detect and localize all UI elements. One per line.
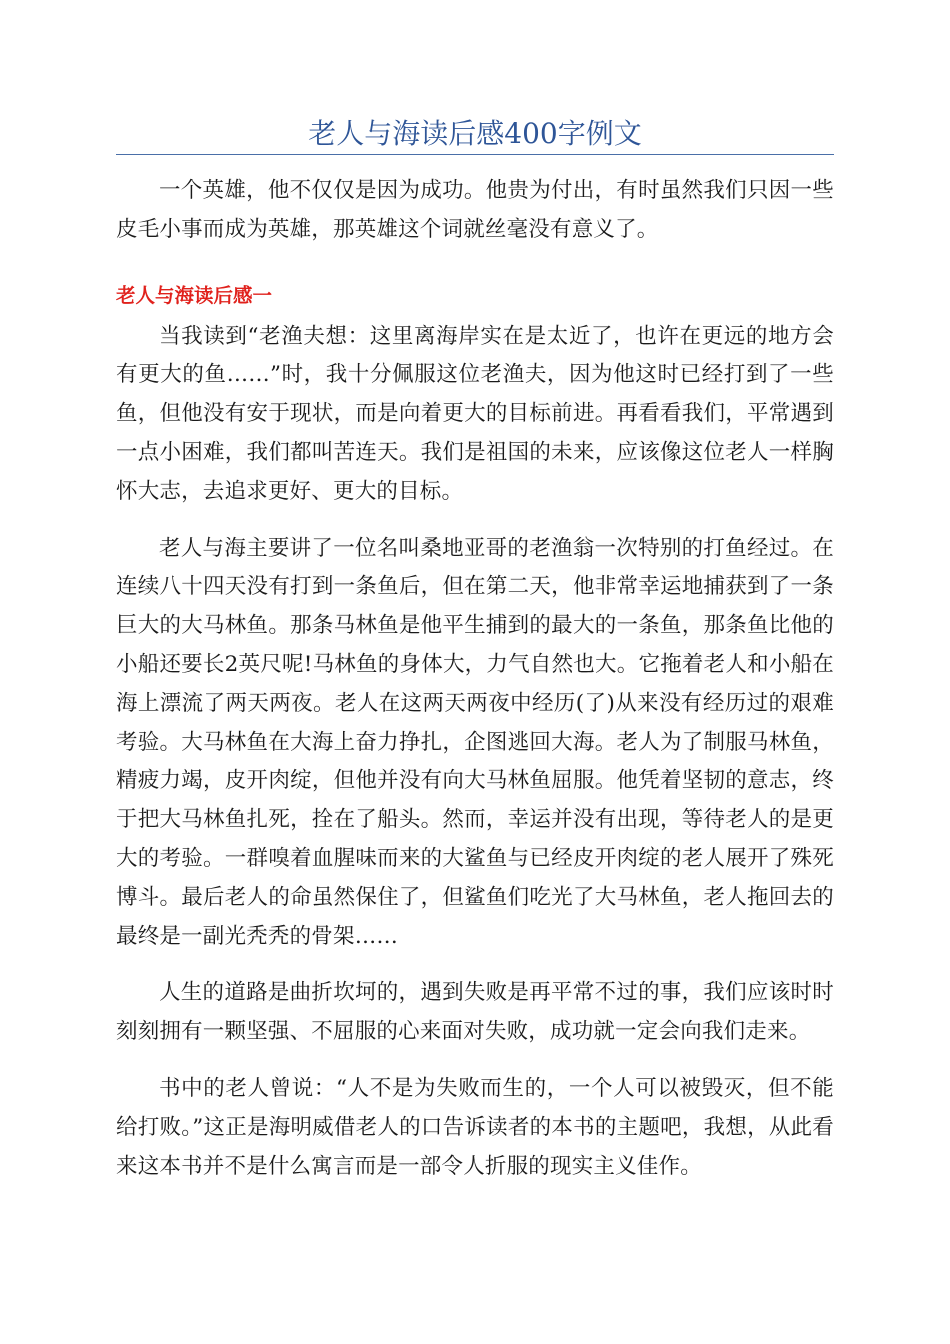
body-paragraph-1: 当我读到“老渔夫想：这里离海岸实在是太近了，也许在更远的地方会有更大的鱼……”时，我十分佩服这位老渔夫，因为他这时已经打到了一些鱼，但他没有安于现状，而是向着更大的目标前进。再看看我们，平常遇到一点小困难，我们都叫苦连天。我们是祖国的未来，应该像这位老人一样胸怀大志，去追求更好、更大的目标。 [116,323,834,504]
body-paragraph-4: 书中的老人曾说：“人不是为失败而生的，一个人可以被毁灭，但不能给打败。”这正是海明威借老人的口告诉读者的本书的主题吧，我想，从此看来这本书并不是什么寓言而是一部令人折服的现实主义佳作。 [116,1075,834,1179]
body-paragraph-3: 人生的道路是曲折坎坷的，遇到失败是再平常不过的事，我们应该时时刻刻拥有一颗坚强、不屈服的心来面对失败，成功就一定会向我们走来。 [116,980,834,1045]
document-body [116,172,834,1204]
document-title: 老人与海读后感400字例文 [308,117,642,150]
body-paragraph-2: 老人与海主要讲了一位名叫桑地亚哥的老渔翁一次特别的打鱼经过。在连续八十四天没有打到一条鱼后，但在第二天，他非常幸运地捕获到了一条巨大的大马林鱼。那条马林鱼是他平生捕到的最大的一条鱼，那条鱼比他的小船还要长2英尺呢!马林鱼的身体大，力气自然也大。它拖着老人和小船在海上漂流了两天两夜。老人在这两天两夜中经历(了)从来没有经历过的艰难考验。大马林鱼在大海上奋力挣扎，企图逃回大海。老人为了制服马林鱼，精疲力竭，皮开肉绽，但他并没有向大马林鱼屈服。他凭着坚韧的意志，终于把大马林鱼扎死，拴在了船头。然而，幸运并没有出现，等待老人的是更大的考验。一群嗅着血腥味而来的大鲨鱼与已经皮开肉绽的老人展开了殊死博斗。最后老人的命虽然保住了，但鲨鱼们吃光了大马林鱼，老人拖回去的最终是一副光秃秃的骨架…… [116,535,834,949]
section-heading: 老人与海读后感一 [116,283,273,307]
title-underline [116,154,834,155]
intro-paragraph: 一个英雄，他不仅仅是因为成功。他贵为付出，有时虽然我们只因一些皮毛小事而成为英雄，那英雄这个词就丝毫没有意义了。 [116,178,834,242]
